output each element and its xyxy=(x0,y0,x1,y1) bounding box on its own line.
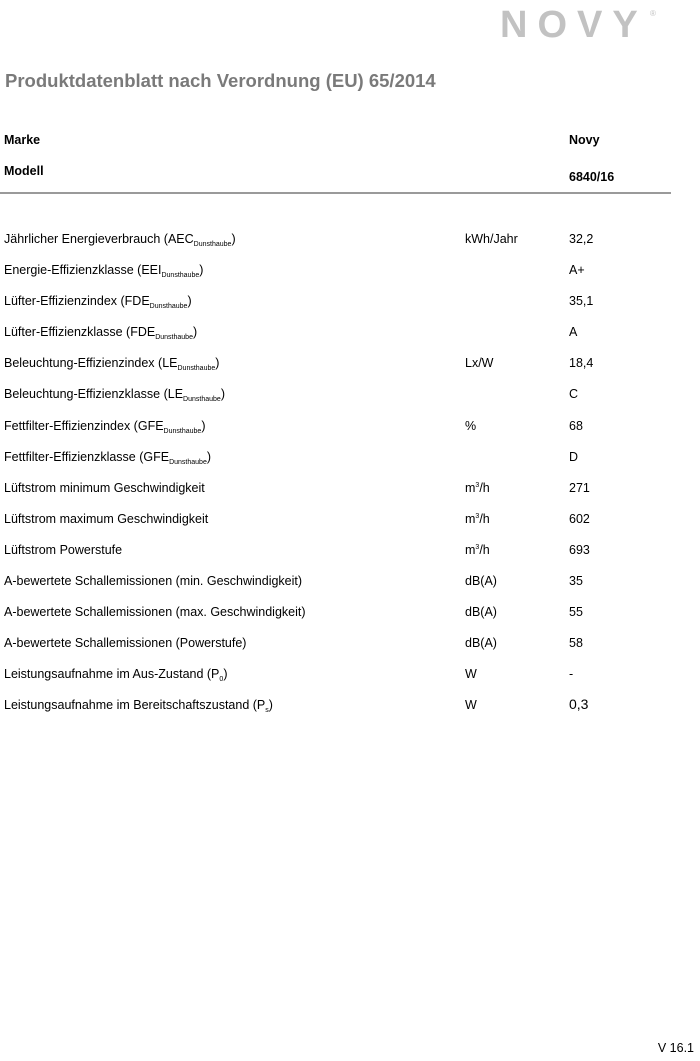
row-value: 271 xyxy=(569,480,590,495)
row-label-subscript: Dunsthaube xyxy=(163,427,202,435)
table-row xyxy=(0,382,700,413)
row-label-subscript: Dunsthaube xyxy=(193,241,232,248)
row-unit xyxy=(465,636,497,650)
row-unit xyxy=(465,481,490,495)
row-unit-text: m xyxy=(465,511,476,526)
table-row xyxy=(0,227,700,258)
logo-registered-mark: ® xyxy=(650,9,656,18)
row-unit-text: dB(A) xyxy=(465,574,497,589)
row-label-text: A-bewertete Schallemissionen (Powerstufe) xyxy=(4,636,247,651)
row-unit xyxy=(465,667,477,681)
row-label xyxy=(4,294,192,311)
row-value: A xyxy=(569,325,578,340)
row-label xyxy=(4,450,211,464)
row-label xyxy=(4,387,225,404)
model-value: 6840/16 xyxy=(569,170,615,184)
row-label-text: Energie-Effizienzklasse (EEI xyxy=(4,263,162,278)
row-label-text: Lüfter-Effizienzindex (FDE xyxy=(4,294,150,309)
table-row xyxy=(0,414,700,445)
row-label-close: ) xyxy=(215,356,220,371)
row-unit xyxy=(465,698,477,712)
row-unit-superscript: 3 xyxy=(475,543,480,551)
row-label xyxy=(4,636,246,650)
row-label-text: Leistungsaufnahme im Bereitschaftszustand (P xyxy=(4,698,266,713)
brand-label: Marke xyxy=(4,133,41,147)
row-unit-text: dB(A) xyxy=(465,605,497,620)
table-row xyxy=(0,631,700,662)
row-label xyxy=(4,698,273,715)
row-label xyxy=(4,419,205,433)
novy-logo xyxy=(500,6,660,40)
table-row xyxy=(0,600,700,631)
table-row xyxy=(0,693,700,724)
row-label xyxy=(4,512,208,526)
table-row xyxy=(0,662,700,693)
table-row xyxy=(0,538,700,569)
row-value: 55 xyxy=(569,605,583,620)
row-label-subscript: Dunsthaube xyxy=(169,458,207,466)
row-value: A+ xyxy=(569,263,585,278)
version-label: V 16.1 xyxy=(657,1041,694,1055)
row-label-text: Beleuchtung-Effizienzindex (LE xyxy=(4,356,178,371)
row-unit xyxy=(465,512,490,526)
row-unit-superscript: 3 xyxy=(475,481,480,489)
logo-wordmark: NOVY xyxy=(500,6,648,40)
row-unit xyxy=(465,543,490,557)
table-row xyxy=(0,569,700,600)
row-label xyxy=(4,325,198,342)
row-label-text: Beleuchtung-Effizienzklasse (LE xyxy=(4,387,184,402)
row-unit-tail: /h xyxy=(479,480,490,495)
row-value: 32,2 xyxy=(569,232,594,246)
row-label-subscript: 0 xyxy=(219,676,224,684)
row-value: C xyxy=(569,387,579,402)
row-unit-superscript: 3 xyxy=(475,512,480,520)
row-label-subscript: s xyxy=(265,707,269,715)
row-label-close: ) xyxy=(199,263,204,278)
row-unit-text: W xyxy=(465,667,477,682)
row-label xyxy=(4,605,306,619)
table-row xyxy=(0,320,700,351)
row-value: 68 xyxy=(569,418,583,433)
table-row xyxy=(0,258,700,289)
model-label: Modell xyxy=(4,164,44,178)
brand-value: Novy xyxy=(569,133,600,147)
row-value: 58 xyxy=(569,636,583,651)
row-label-close: ) xyxy=(231,232,236,246)
row-unit-text: m xyxy=(465,542,476,557)
row-unit-text: Lx/W xyxy=(465,356,494,371)
row-label xyxy=(4,232,236,246)
table-row xyxy=(0,445,700,476)
row-unit-tail: /h xyxy=(479,511,490,526)
row-label xyxy=(4,574,302,588)
row-label-close: ) xyxy=(268,698,273,713)
header-divider xyxy=(0,192,671,194)
row-unit-text: m xyxy=(465,480,476,495)
page-title: Produktdatenblatt nach Verordnung (EU) 65/2014 xyxy=(5,70,436,91)
row-label-subscript: Dunsthaube xyxy=(177,365,216,373)
row-value: 693 xyxy=(569,542,590,557)
row-label-text: Fettfilter-Effizienzindex (GFE xyxy=(4,418,164,433)
row-label-close: ) xyxy=(201,418,206,433)
row-value: 0,3 xyxy=(569,696,589,713)
table-row xyxy=(0,507,700,538)
row-label-text: Lüftstrom Powerstufe xyxy=(4,542,123,557)
row-label-text: Jährlicher Energieverbrauch (AEC xyxy=(4,232,194,246)
row-value: - xyxy=(569,667,574,682)
row-unit-tail: /h xyxy=(479,542,490,557)
row-label-text: Lüftstrom minimum Geschwindigkeit xyxy=(4,480,205,495)
table-row xyxy=(0,351,700,382)
row-label-text: A-bewertete Schallemissionen (min. Geschwindigkeit) xyxy=(4,574,303,589)
row-value: 35 xyxy=(569,574,583,589)
row-label-text: Leistungsaufnahme im Aus-Zustand (P xyxy=(4,667,220,682)
row-unit xyxy=(465,419,476,433)
row-unit-text: kWh/Jahr xyxy=(465,232,518,246)
row-value: 18,4 xyxy=(569,356,594,371)
row-label-text: Lüfter-Effizienzklasse (FDE xyxy=(4,325,156,340)
row-label-subscript: Dunsthaube xyxy=(161,272,200,280)
row-unit-text: W xyxy=(465,698,477,713)
row-label-text: A-bewertete Schallemissionen (max. Geschwindigkeit) xyxy=(4,605,306,620)
row-label xyxy=(4,263,204,280)
row-label-close: ) xyxy=(223,667,228,682)
row-label-subscript: Dunsthaube xyxy=(155,334,193,342)
row-label-close: ) xyxy=(187,294,192,309)
row-unit xyxy=(465,605,497,619)
row-value: 602 xyxy=(569,511,590,526)
row-label-subscript: Dunsthaube xyxy=(183,396,221,404)
row-unit-text: dB(A) xyxy=(465,636,497,651)
row-label-text: Fettfilter-Effizienzklasse (GFE xyxy=(4,449,170,464)
row-label xyxy=(4,543,122,557)
row-unit xyxy=(465,574,497,588)
row-value: 35,1 xyxy=(569,294,594,309)
row-label xyxy=(4,356,220,373)
row-unit-text: % xyxy=(465,418,477,433)
row-label-close: ) xyxy=(206,449,212,464)
row-value: D xyxy=(569,449,579,464)
table-row xyxy=(0,289,700,320)
row-label-close: ) xyxy=(192,325,198,340)
row-unit xyxy=(465,232,518,246)
row-label xyxy=(4,667,228,684)
row-label-close: ) xyxy=(220,387,225,402)
data-table xyxy=(0,227,700,725)
table-row xyxy=(0,476,700,507)
row-label-text: Lüftstrom maximum Geschwindigkeit xyxy=(4,511,209,526)
row-unit xyxy=(465,356,493,370)
row-label-subscript: Dunsthaube xyxy=(149,303,188,311)
row-label xyxy=(4,481,205,495)
